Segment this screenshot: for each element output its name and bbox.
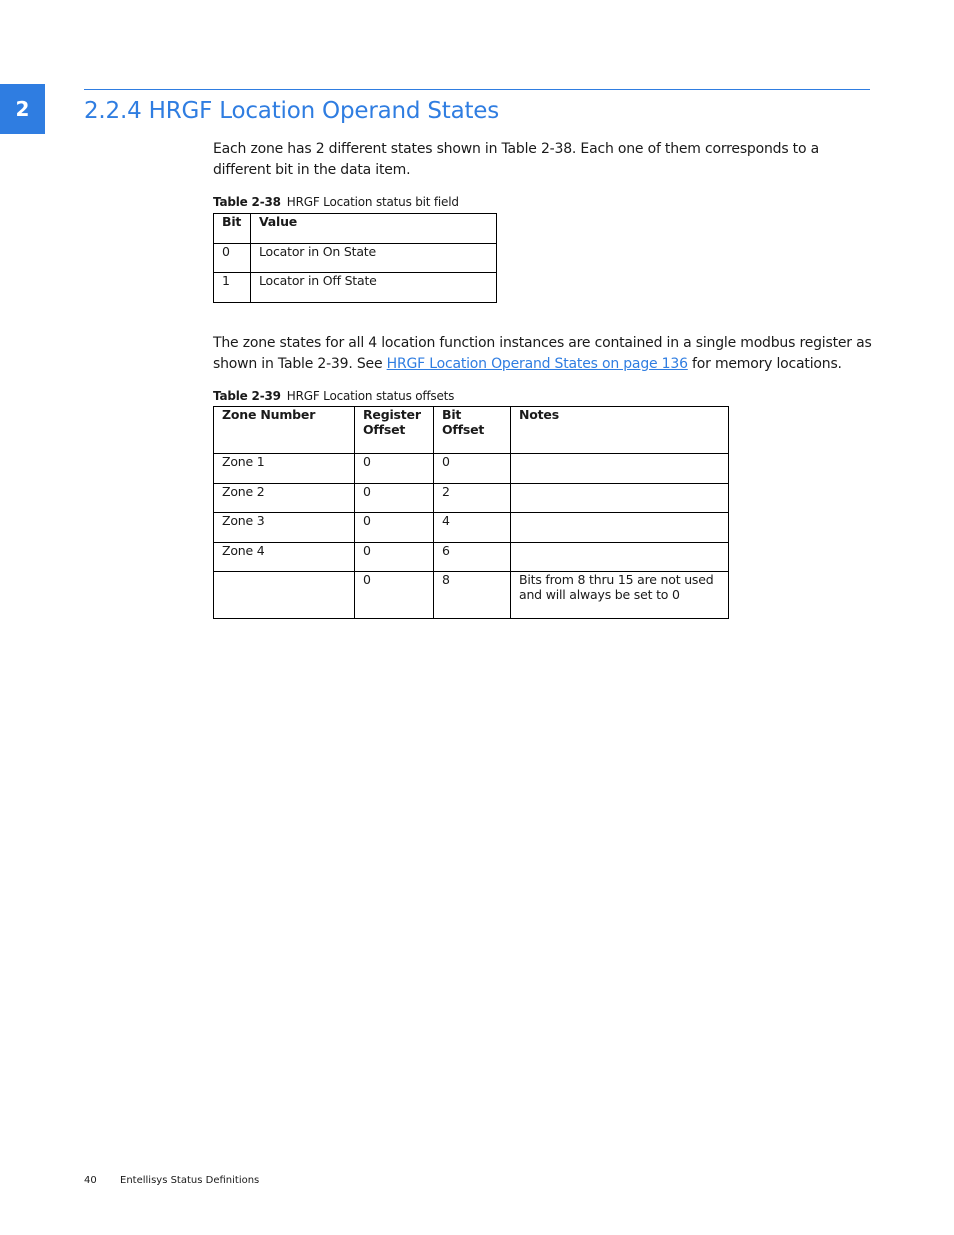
cell-register-offset: 0 — [355, 513, 434, 543]
header-rule — [84, 89, 870, 90]
cross-reference-link[interactable]: HRGF Location Operand States on page 136 — [386, 356, 688, 372]
cell-notes — [511, 513, 729, 543]
caption-label: Table 2-39 — [213, 389, 281, 403]
cell-notes — [511, 542, 729, 572]
header-bit: Bit — [214, 214, 251, 244]
table-row — [214, 483, 729, 513]
table-2-39-caption — [213, 389, 454, 403]
caption-text: HRGF Location status offsets — [286, 389, 455, 403]
offsets-paragraph — [213, 333, 873, 375]
cell-bit-offset: 2 — [434, 483, 511, 513]
table-row — [214, 454, 729, 484]
table-row — [214, 273, 497, 303]
table-header-row — [214, 407, 729, 454]
table-row — [214, 513, 729, 543]
header-value: Value — [251, 214, 497, 244]
cell-bit: 0 — [214, 243, 251, 273]
table-header-row — [214, 214, 497, 244]
page-footer — [84, 1175, 259, 1186]
cell-zone: Zone 3 — [214, 513, 355, 543]
cell-notes — [511, 483, 729, 513]
cell-register-offset: 0 — [355, 542, 434, 572]
caption-label: Table 2-38 — [213, 195, 281, 209]
cell-bit-offset: 0 — [434, 454, 511, 484]
table-row — [214, 542, 729, 572]
footer-doc-title: Entellisys Status Definitions — [120, 1175, 260, 1186]
cell-value: Locator in On State — [251, 243, 497, 273]
chapter-tab: 2 — [0, 84, 45, 134]
cell-register-offset: 0 — [355, 572, 434, 619]
paragraph-text: for memory locations. — [687, 356, 842, 372]
cell-notes: Bits from 8 thru 15 are not used and will always be set to 0 — [511, 572, 729, 619]
cell-zone: Zone 4 — [214, 542, 355, 572]
cell-register-offset: 0 — [355, 483, 434, 513]
cell-bit-offset: 4 — [434, 513, 511, 543]
cell-bit-offset: 8 — [434, 572, 511, 619]
table-row — [214, 243, 497, 273]
bit-field-table — [213, 213, 497, 303]
cell-zone: Zone 1 — [214, 454, 355, 484]
header-bit-offset: Bit Offset — [434, 407, 511, 454]
caption-text: HRGF Location status bit field — [286, 195, 459, 209]
header-notes: Notes — [511, 407, 729, 454]
paragraph-text: The zone states for all 4 location function instances are contained in a single modbus register as shown in Table 2-39. See — [213, 335, 872, 372]
intro-paragraph: Each zone has 2 different states shown in Table 2-38. Each one of them corresponds to a different bit in the data item. — [213, 141, 819, 178]
cell-zone: Zone 2 — [214, 483, 355, 513]
status-offsets-table — [213, 406, 729, 619]
page-number: 40 — [84, 1175, 97, 1186]
cell-zone — [214, 572, 355, 619]
cell-bit-offset: 6 — [434, 542, 511, 572]
cell-register-offset: 0 — [355, 454, 434, 484]
header-zone-number: Zone Number — [214, 407, 355, 454]
table-row — [214, 572, 729, 619]
table-2-38-caption — [213, 195, 459, 209]
cell-notes — [511, 454, 729, 484]
cell-bit: 1 — [214, 273, 251, 303]
header-register-offset: Register Offset — [355, 407, 434, 454]
section-title: 2.2.4 HRGF Location Operand States — [84, 98, 500, 124]
cell-value: Locator in Off State — [251, 273, 497, 303]
